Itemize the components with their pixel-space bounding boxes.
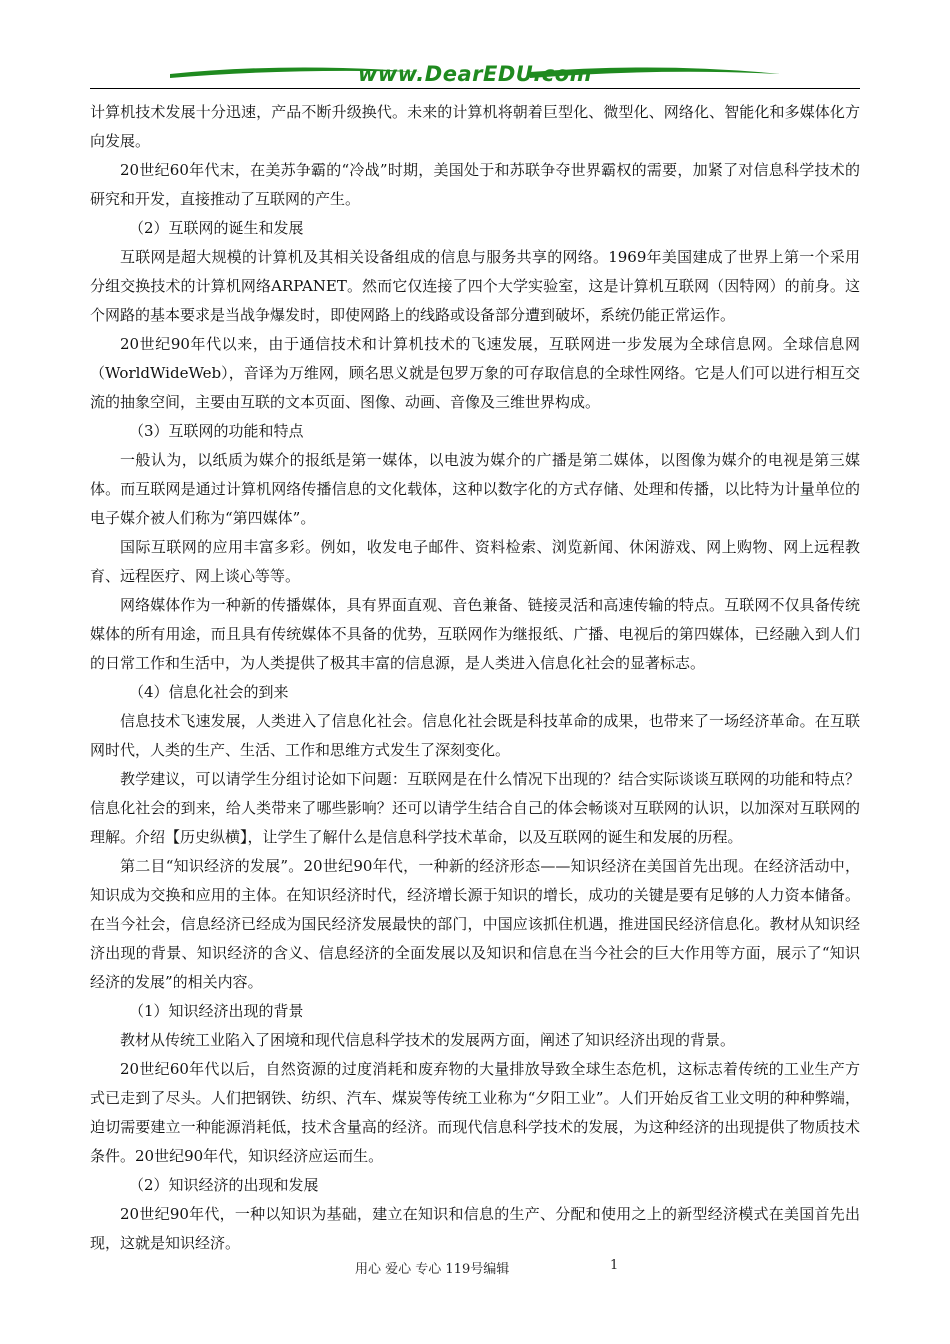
footer-text: 用心 爱心 专心 119号编辑 — [355, 1262, 510, 1277]
paragraph: 第二目“知识经济的发展”。20世纪90年代，一种新的经济形态——知识经济在美国首先出现。在经济活动中，知识成为交换和应用的主体。在知识经济时代，经济增长源于知识的增长，成功的关键是要有足够的人力资本储备。在当今社会，信息经济已经成为国民经济发展最快的部门，中国应该抓住机遇，推进国民经济信息化。教材从知识经济出现的背景、知识经济的含义、信息经济的全面发展以及知识和信息在当今社会的巨大作用等方面，展示了“知识经济的发展”的相关内容。 — [90, 857, 860, 991]
page-header — [90, 58, 860, 98]
paragraph: 教学建议，可以请学生分组讨论如下问题：互联网是在什么情况下出现的？结合实际谈谈互联网的功能和特点？信息化社会的到来，给人类带来了哪些影响？还可以请学生结合自己的体会畅谈对互联网的认识，以加深对互联网的理解。介绍【历史纵横】，让学生了解什么是信息科学技术革命，以及互联网的诞生和发展的历程。 — [90, 770, 860, 846]
section-heading: （2）知识经济的出现和发展 — [129, 1176, 319, 1194]
header-divider — [90, 88, 860, 89]
paragraph: 20世纪60年代末，在美苏争霸的“冷战”时期，美国处于和苏联争夺世界霸权的需要，加紧了对信息科学技术的研究和开发，直接推动了互联网的产生。 — [90, 161, 860, 208]
paragraph: 国际互联网的应用丰富多彩。例如，收发电子邮件、资料检索、浏览新闻、休闲游戏、网上购物、网上远程教育、远程医疗、网上谈心等等。 — [90, 538, 860, 585]
paragraph: 互联网是超大规模的计算机及其相关设备组成的信息与服务共享的网络。1969年美国建成了世界上第一个采用分组交换技术的计算机网络ARPANET。然而它仅连接了四个大学实验室，这是计算机互联网（因特网）的前身。这个网路的基本要求是当战争爆发时，即使网路上的线路或设备部分遭到破坏，系统仍能正常运作。 — [90, 248, 860, 324]
section-heading: （2）互联网的诞生和发展 — [129, 219, 304, 237]
paragraph: 网络媒体作为一种新的传播媒体，具有界面直观、音色兼备、链接灵活和高速传输的特点。互联网不仅具备传统媒体的所有用途，而且具有传统媒体不具备的优势，互联网作为继报纸、广播、电视后的第四媒体，已经融入到人们的日常工作和生活中，为人类提供了极其丰富的信息源，是人类进入信息化社会的显著标志。 — [90, 596, 860, 672]
section-heading: （4）信息化社会的到来 — [129, 683, 289, 701]
paragraph: 20世纪90年代，一种以知识为基础，建立在知识和信息的生产、分配和使用之上的新型经济模式在美国首先出现，这就是知识经济。 — [90, 1205, 860, 1252]
section-heading: （1）知识经济出现的背景 — [129, 1002, 304, 1020]
paragraph: 一般认为，以纸质为媒介的报纸是第一媒体，以电波为媒介的广播是第二媒体，以图像为媒介的电视是第三媒体。而互联网是通过计算机网络传播信息的文化载体，这种以数字化的方式存储、处理和传播，以比特为计量单位的电子媒介被人们称为“第四媒体”。 — [90, 451, 860, 527]
paragraph: 20世纪60年代以后，自然资源的过度消耗和废弃物的大量排放导致全球生态危机，这标志着传统的工业生产方式已走到了尽头。人们把钢铁、纺织、汽车、煤炭等传统工业称为“夕阳工业”。人们开始反省工业文明的种种弊端，迫切需要建立一种能源消耗低，技术含量高的经济。而现代信息科学技术的发展，为这种经济的出现提供了物质技术条件。20世纪90年代，知识经济应运而生。 — [90, 1060, 860, 1165]
document-body — [90, 98, 860, 1258]
paragraph: 计算机技术发展十分迅速，产品不断升级换代。未来的计算机将朝着巨型化、微型化、网络化、智能化和多媒体化方向发展。 — [90, 103, 860, 150]
paragraph: 20世纪90年代以来，由于通信技术和计算机技术的飞速发展，互联网进一步发展为全球信息网。全球信息网（WorldWideWeb），音译为万维网，顾名思义就是包罗万象的可存取信息的全球性网络。它是人们可以进行相互交流的抽象空间，主要由互联的文本页面、图像、动画、音像及三维世界构成。 — [90, 335, 860, 411]
paragraph: 教材从传统工业陷入了困境和现代信息科学技术的发展两方面，阐述了知识经济出现的背景。 — [120, 1031, 736, 1049]
section-heading: （3）互联网的功能和特点 — [129, 422, 304, 440]
paragraph: 信息技术飞速发展，人类进入了信息化社会。信息化社会既是科技革命的成果，也带来了一场经济革命。在互联网时代，人类的生产、生活、工作和思维方式发生了深刻变化。 — [90, 712, 860, 759]
page-number: 1 — [610, 1258, 619, 1273]
site-logo-text: www.DearEDU.com — [357, 62, 593, 86]
